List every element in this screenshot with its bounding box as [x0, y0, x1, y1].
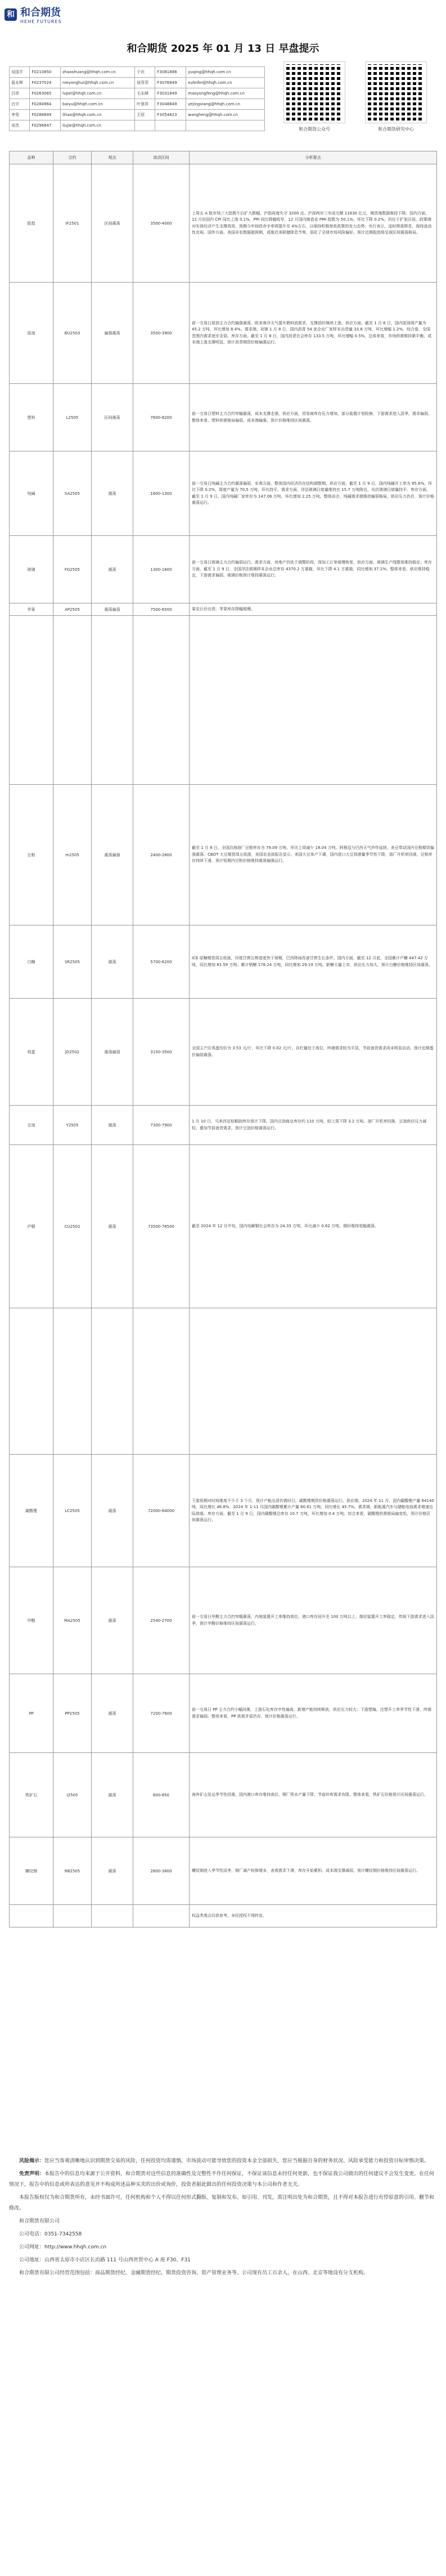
- contract-cell: SR2505: [53, 925, 92, 999]
- contract-cell: RB2505: [53, 1837, 92, 1905]
- contact-row: [10, 78, 265, 88]
- analysis-cell: [190, 1308, 437, 1455]
- contact-cell: 聂永辉: [10, 78, 30, 88]
- contract-cell: IF2501: [53, 164, 92, 283]
- analysis-cell: 前一交易日 PP 主力合约小幅回落，上游石化库存中性偏高，新增产能持续释放，供应压力较大；下游塑编、注塑开工率季节性下滑，终端需求偏弱。整体来看，PP 供需矛盾仍存，预计价格震荡运行。: [190, 1674, 437, 1753]
- brand-logo: [4, 5, 442, 24]
- analysis-cell: 前一交易日原油主力合约偏强震荡，欧美寒冷天气提升燃料油需求，支撑油价继续上涨。供应方面，截至 1 月 6 日，国内原油周产量为 45.2 万吨，环比增加 8.4%。需求端，初第 1 月 8 日，国内沥青 54 家企业厂家样本出货量 33.8 万吨，环比增幅 1.2%，综合看，全国范围内需求逐步走弱，库存方面，截至 1 月 8 日，国内沥青社会库存 133.5 万吨，环比增幅 0.5%，总体来看，市场供需维持紧平衡，成本端上涨支撑明显，预计沥青期货价格偏强运行。: [190, 283, 437, 384]
- contract-cell: [53, 1905, 92, 1927]
- table-row: [10, 785, 437, 925]
- contact-cell: [186, 120, 265, 131]
- contact-row: [10, 67, 265, 78]
- brand-name: 和合期货: [20, 7, 61, 19]
- contract-cell: I2505: [53, 1753, 92, 1837]
- contact-cell: 于庆: [135, 67, 155, 78]
- analysis-cell: 前一交易日纯碱主力合约震荡偏弱，宏观方面，整体国内经济仍在结构调整期。供应方面，截至 1 月 9 日，国内纯碱开工率为 85.6%，环比下降 0.2%，周度产量为 70.5 万吨，环比持平。需求方面，浮法玻璃日熔量维持在 15.7 万吨附近，光伏玻璃日熔量持平。库存方面，截至 1 月 9 日，国内纯碱厂家库存为 147.06 万吨，环比增加 2.25 万吨。整体而言，纯碱需求端维持偏弱格局，供应压力仍存，预计价格震荡运行。: [190, 451, 437, 536]
- variety-cell: [10, 1308, 53, 1455]
- range-cell: [133, 1308, 190, 1455]
- variety-cell: 甲醇: [10, 1567, 53, 1674]
- qr-caption: 和合期货研究中心: [378, 127, 414, 132]
- disclaimer: [9, 2156, 437, 2281]
- table-row: [10, 1308, 437, 1455]
- contract-cell: [53, 1308, 92, 1455]
- contact-cell: nieyonghui@hhqh.com.cn: [61, 78, 135, 88]
- range-cell: 2800-3800: [133, 1837, 190, 1905]
- variety-cell: 沪铜: [10, 1145, 53, 1308]
- risk-paragraph: [9, 2156, 437, 2167]
- contact-cell: yuqing@hhqh.com.cn: [186, 67, 265, 78]
- trend-cell: 震荡: [92, 451, 133, 536]
- header-trend: 观点: [92, 151, 133, 164]
- page-title: 和合期货 2025 年 01 月 13 日 早盘提示: [127, 43, 319, 55]
- table-row: [10, 451, 437, 536]
- variety-cell: 铁矿石: [10, 1753, 53, 1837]
- trend-cell: [92, 616, 133, 785]
- table-header-row: [10, 151, 437, 164]
- contact-cell: F0284964: [30, 99, 61, 110]
- trend-cell: [92, 1905, 133, 1927]
- variety-cell: 白糖: [10, 925, 53, 999]
- contract-cell: L2505: [53, 384, 92, 451]
- qr-code-icon: [284, 62, 345, 123]
- analysis-cell: 前一交易日玻璃主力合约偏弱运行。需求方面，房地产仍处于调整阶段，深加工订单缓慢恢复，供应方面，玻璃生产线整体维持稳定；库存方面，截至 1 月 9 日，全国浮法玻璃样本企业总库存 4370.2 万重箱，环比下降 4.1 万重箱，同比增加 37.1%。整体来看，供应维持稳定，下游需求偏弱，玻璃价格预计维持震荡运行。: [190, 536, 437, 603]
- contract-cell: JD2502: [53, 999, 92, 1106]
- table-row: [10, 536, 437, 603]
- brand-name-en: HEHE FUTURES: [20, 19, 62, 24]
- contact-cell: 徐菲菲: [135, 78, 155, 88]
- variety-cell: 苹果: [10, 603, 53, 616]
- range-cell: 7300-7900: [133, 1106, 190, 1145]
- qr-code-icon: [366, 62, 426, 123]
- variety-cell: 纯碱: [10, 451, 53, 536]
- contact-cell: F0286849: [30, 110, 61, 120]
- contract-cell: [53, 616, 92, 785]
- contact-cell: F0237024: [30, 78, 61, 88]
- contact-cell: 刘杰: [10, 120, 30, 131]
- contact-cell: zhaoshuang@hhqh.com.cn: [61, 67, 135, 78]
- table-row: [10, 1905, 437, 1927]
- range-cell: 7200-7600: [133, 1674, 190, 1753]
- exempt-paragraph: [9, 2169, 437, 2190]
- contact-cell: F0210850: [30, 67, 61, 78]
- contact-cell: maoyongfeng@hhqh.com.cn: [186, 88, 265, 99]
- analysis-cell: 前一交易日塑料主力合约窄幅震荡，成本支撑走强，供应方面，贸易商库存压力增加，部分装置计划检修，下游需求进入淡季，需求偏弱，整体来看，塑料供需格局偏弱，成本端偏强，预计价格维持区间震荡。: [190, 384, 437, 451]
- contact-cell: F3048849: [155, 99, 186, 110]
- table-row: [10, 616, 437, 785]
- logo-mark-icon: 和: [4, 8, 17, 21]
- contact-cell: F0263065: [30, 88, 61, 99]
- variety-cell: [10, 1905, 53, 1927]
- contact-cell: 王恒: [135, 110, 155, 120]
- trend-cell: 震荡: [92, 1837, 133, 1905]
- analysis-cell: 全国主产区鸡蛋均价为 3.53 元/斤，环比下降 0.02 元/斤，存栏量处于高位，终端需求较为平淡，节前备货需求尚未明显启动。预计近期蛋价偏弱震荡。: [190, 999, 437, 1106]
- table-row: [10, 384, 437, 451]
- analysis-cell: 果农让价出货，苹果库存降幅缓慢。: [190, 603, 437, 616]
- trend-cell: 震荡: [92, 1106, 133, 1145]
- table-row: [10, 164, 437, 283]
- contact-cell: 李昊: [10, 110, 30, 120]
- header-contract: 合约: [53, 151, 92, 164]
- trend-cell: 偏强震荡: [92, 283, 133, 384]
- range-cell: 3500-3900: [133, 283, 190, 384]
- company-name: 和合期货有限公司: [19, 2219, 60, 2224]
- exempt-label: 免责声明：: [19, 2171, 45, 2177]
- contract-cell: PP2505: [53, 1674, 92, 1753]
- analysis-cell: 上周五 A 股市场三大指数午后扩大跌幅，沪指再度失守 3200 点。沪深两市三市成交额 11630 亿元，期货端数据维持下降。国内方面，12 月份国内 CPI 同比上涨 0.1%，PPI 同比降幅收窄，12 月国内制造业 PMI 指数为 50.1%，环比下降 0.2%，仍位于扩张区间，政策端对实体经济产生支撑效用。预期今年财政赤字率将提升至 4%左右，以保持积极财政政策的发力态势；央行表示，适时降准降息，保持流动性充裕。国外方面，美国非农数据超预期，或推迟美联储降息节奏，弱化了全球市场风险偏好。预计近期股指将呈现区间震荡格局。: [190, 164, 437, 283]
- contact-cell: F3031849: [155, 88, 186, 99]
- trend-cell: 震荡: [92, 925, 133, 999]
- contract-cell: AP2505: [53, 603, 92, 616]
- contact-cell: F3081888: [155, 67, 186, 78]
- trend-cell: [92, 1308, 133, 1455]
- range-cell: 7500-6500: [133, 603, 190, 616]
- contact-row: [10, 110, 265, 120]
- range-cell: 5700-6200: [133, 925, 190, 999]
- table-row: [10, 283, 437, 384]
- header-range: 波动区间: [133, 151, 190, 164]
- variety-cell: 鸡蛋: [10, 999, 53, 1106]
- table-row: [10, 999, 437, 1106]
- table-row: [10, 1567, 437, 1674]
- contract-cell: Y2505: [53, 1106, 92, 1145]
- header-analysis: 分析要点: [190, 151, 437, 164]
- range-cell: [133, 1905, 190, 1927]
- analysis-cell: 螺纹钢进入季节性淡季，钢厂减产检修增多，表观需求下滑，库存开始累积。成本端支撑减弱，预计螺纹钢价格维持区间震荡运行。: [190, 1837, 437, 1905]
- contact-cell: yejingxiang@hhqh.com.cn: [186, 99, 265, 110]
- range-cell: [133, 616, 190, 785]
- variety-cell: 豆油: [10, 1106, 53, 1145]
- strategy-table: [9, 151, 437, 1927]
- variety-cell: 玻璃: [10, 536, 53, 603]
- variety-cell: 股指: [10, 164, 53, 283]
- contact-cell: [135, 120, 155, 131]
- qr-code-official: [284, 62, 345, 132]
- table-row: [10, 1837, 437, 1905]
- contact-cell: [155, 120, 186, 131]
- trend-cell: 震荡: [92, 1567, 133, 1674]
- variety-cell: [10, 616, 53, 785]
- analysis-cell: 权益类观点仅供参考，未经授权不得转发。: [190, 1905, 437, 1927]
- contact-row: [10, 120, 265, 131]
- analysis-cell: 截至 2024 年 12 月中旬，国内电解铜社会库存为 24.33 万吨，环比减少 0.62 万吨，铜价维持宽幅震荡。: [190, 1145, 437, 1308]
- trend-cell: 震荡: [92, 1674, 133, 1753]
- contract-cell: CU2502: [53, 1145, 92, 1308]
- contact-row: [10, 88, 265, 99]
- contact-cell: F3076849: [155, 78, 186, 88]
- analysis-cell: 截至 1 月 8 日，全国沿海油厂豆粕库存为 79.09 万吨，环比上周减少 18.04 万吨。阿根廷与巴西天气炒作延续，美豆带动国内豆粕期货偏强震荡。CBOT 大豆期货周五收涨，美国农业部报告显示，美国大豆单产下调，国内进口大豆到港量季节性下降，油厂开机率回落，豆粕库存持续下滑，预计短期内豆粕价格维持震荡偏强运行。: [190, 785, 437, 925]
- contact-cell: baiyu@hhqh.com.cn: [61, 99, 135, 110]
- analysis-cell: 海外矿山发运季节性回落，国内港口库存维持高位，钢厂铁水产量下降，节前补库需求有限。整体来看，铁矿石价格预计区间震荡运行。: [190, 1753, 437, 1837]
- contact-cell: 叶景祥: [135, 99, 155, 110]
- analysis-cell: ICE 原糖期货周五收涨，印度甘蔗压榨进度快于预期，巴西降雨改善甘蔗生长条件。国内方面，截至 12 月底，全国累计产糖 447.42 万吨，同比增加 81.59 万吨；累计销糖 178.24 万吨，同比增加 29.19 万吨。新糖大量上市，供应压力加大，预计白糖价格维持区间震荡。: [190, 925, 437, 999]
- table-row: [10, 1145, 437, 1308]
- range-cell: 2540-2700: [133, 1567, 190, 1674]
- table-row: [10, 1674, 437, 1753]
- contact-cell: liujie@hhqh.com.cn: [61, 120, 135, 131]
- variety-cell: 碳酸锂: [10, 1455, 53, 1567]
- trend-cell: 震荡: [92, 536, 133, 603]
- range-cell: 2400-2800: [133, 785, 190, 925]
- header-variety: 品种: [10, 151, 53, 164]
- risk-label: 风险揭示：: [19, 2158, 45, 2164]
- trend-cell: 震荡偏强: [92, 785, 133, 925]
- contact-cell: xufeifei@hhqh.com.cn: [186, 78, 265, 88]
- trend-cell: 震荡: [92, 1145, 133, 1308]
- analysis-cell: 1 月 10 日，马来西亚棕榈油库存预计下降。国内豆油商业库存约 110 万吨，较上周下降 3.2 万吨。油厂开机率回落，豆油供应压力减轻，叠加节前备货需求，预计豆油价格震荡运行。: [190, 1106, 437, 1145]
- contract-cell: m2505: [53, 785, 92, 925]
- company-address: 公司地址：山西省太原市小店区长治路 111 号山西世贸中心 A 座 F30、F31: [19, 2257, 191, 2263]
- contract-cell: BU2503: [53, 283, 92, 384]
- contract-cell: LC2505: [53, 1455, 92, 1567]
- contact-cell: 毛永峰: [135, 88, 155, 99]
- analysis-cell: [190, 616, 437, 785]
- contact-cell: 白宇: [10, 99, 30, 110]
- contact-cell: lvpei@hhqh.com.cn: [61, 88, 135, 99]
- qr-caption: 和合期货公众号: [299, 127, 330, 132]
- trend-cell: 区间震荡: [92, 384, 133, 451]
- table-row: [10, 925, 437, 999]
- variety-cell: 豆粕: [10, 785, 53, 925]
- company-intro: 和合期货有限公司经营范围包括：商品期货经纪、金融期货经纪、期货投资咨询、资产管理业务等。公司现有员工百余人，在山西、北京等地设有分支机构。: [19, 2270, 369, 2276]
- range-cell: 7600-8200: [133, 384, 190, 451]
- contract-cell: FG2505: [53, 536, 92, 603]
- variety-cell: 原油: [10, 283, 53, 384]
- contact-cell: 吴国平: [10, 67, 30, 78]
- table-row: [10, 1753, 437, 1837]
- trend-cell: 震荡偏弱: [92, 999, 133, 1106]
- table-row: [10, 603, 437, 616]
- range-cell: 3500-4000: [133, 164, 190, 283]
- variety-cell: 塑料: [10, 384, 53, 451]
- range-cell: 72000-84000: [133, 1455, 190, 1567]
- trend-cell: 区间震荡: [92, 164, 133, 283]
- range-cell: 3150-3500: [133, 999, 190, 1106]
- table-row: [10, 1106, 437, 1145]
- contract-cell: MA2505: [53, 1567, 92, 1674]
- company-website: 公司网址：http://www.hhqh.com.cn: [19, 2244, 107, 2250]
- contact-cell: F3054823: [155, 110, 186, 120]
- variety-cell: PP: [10, 1674, 53, 1753]
- risk-text: 您应当客观清晰地认识到期货交易的风险，任何投资均需谨慎。市场波动可能导致您的投资本金全部损失，您应当根据自身的财务状况、风险承受能力和投资目标审慎决策。: [44, 2158, 430, 2164]
- range-cell: 1300-1600: [133, 536, 190, 603]
- contact-cell: lihao@hhqh.com.cn: [61, 110, 135, 120]
- header: [4, 5, 442, 25]
- contact-cell: F0296847: [30, 120, 61, 131]
- contact-table: [9, 66, 265, 131]
- company-phone: 公司电话：0351-7342558: [19, 2231, 82, 2237]
- contact-row: [10, 99, 265, 110]
- range-cell: 73500-76500: [133, 1145, 190, 1308]
- table-row: [10, 1455, 437, 1567]
- variety-cell: 螺纹钢: [10, 1837, 53, 1905]
- qr-code-research: [366, 62, 426, 132]
- contract-cell: SA2505: [53, 451, 92, 536]
- contact-cell: wangheng@hhqh.com.cn: [186, 110, 265, 120]
- range-cell: 1600-1300: [133, 451, 190, 536]
- trend-cell: 震荡: [92, 1455, 133, 1567]
- exempt-text: 本报告中的信息均来源于公开资料，和合期货对这些信息的准确性及完整性不作任何保证，不保证该信息未经任何更新，也不保证我公司做出的任何建议不会发生变更。在任何情况下，报告中的信息或所表达的意见并不构成所述品种买卖的出价或询价，投资者据此做出的任何投资决策与本公司和作者无关。: [9, 2171, 435, 2188]
- analysis-cell: 下游预期对时间维度不少于 3 个月，预计产能出清仍需时日。碳酸锂期货价格震荡运行。供应端，2024 年 11 月，国内碳酸锂产量 64140 吨，同比增长 48.8%，2024 年 1-11 月国内碳酸锂累计产量 60.61 万吨，同比增长 45.7%。需求端，新能源汽车与储能电池需求增速边际放缓。库存方面，截至 1 月 9 日，国内碳酸锂总库存 10.7 万吨，环比增加 0.4 万吨。综合来看，碳酸锂供需格局偏宽松，预计价格区间震荡运行。: [190, 1455, 437, 1567]
- trend-cell: 震荡偏弱: [92, 603, 133, 616]
- trend-cell: 震荡: [92, 1753, 133, 1837]
- range-cell: 600-850: [133, 1753, 190, 1837]
- copyright-text: 本报告版权仅为和合期货所有，未经书面许可，任何机构和个人不得以任何形式翻版、复制和发布。如引用、刊发，需注明出处为和合期货，且不得对本报告进行有悖原意的引用、删节和修改。: [9, 2195, 435, 2211]
- contact-cell: 吕沛: [10, 88, 30, 99]
- analysis-cell: 前一交易日甲醇主力合约窄幅震荡，内地装置开工率维持高位，港口库存回升至 100 万吨以上，烯烃装置开工率稳定，传统下游需求进入淡季，预计甲醇价格维持区间震荡运行。: [190, 1567, 437, 1674]
